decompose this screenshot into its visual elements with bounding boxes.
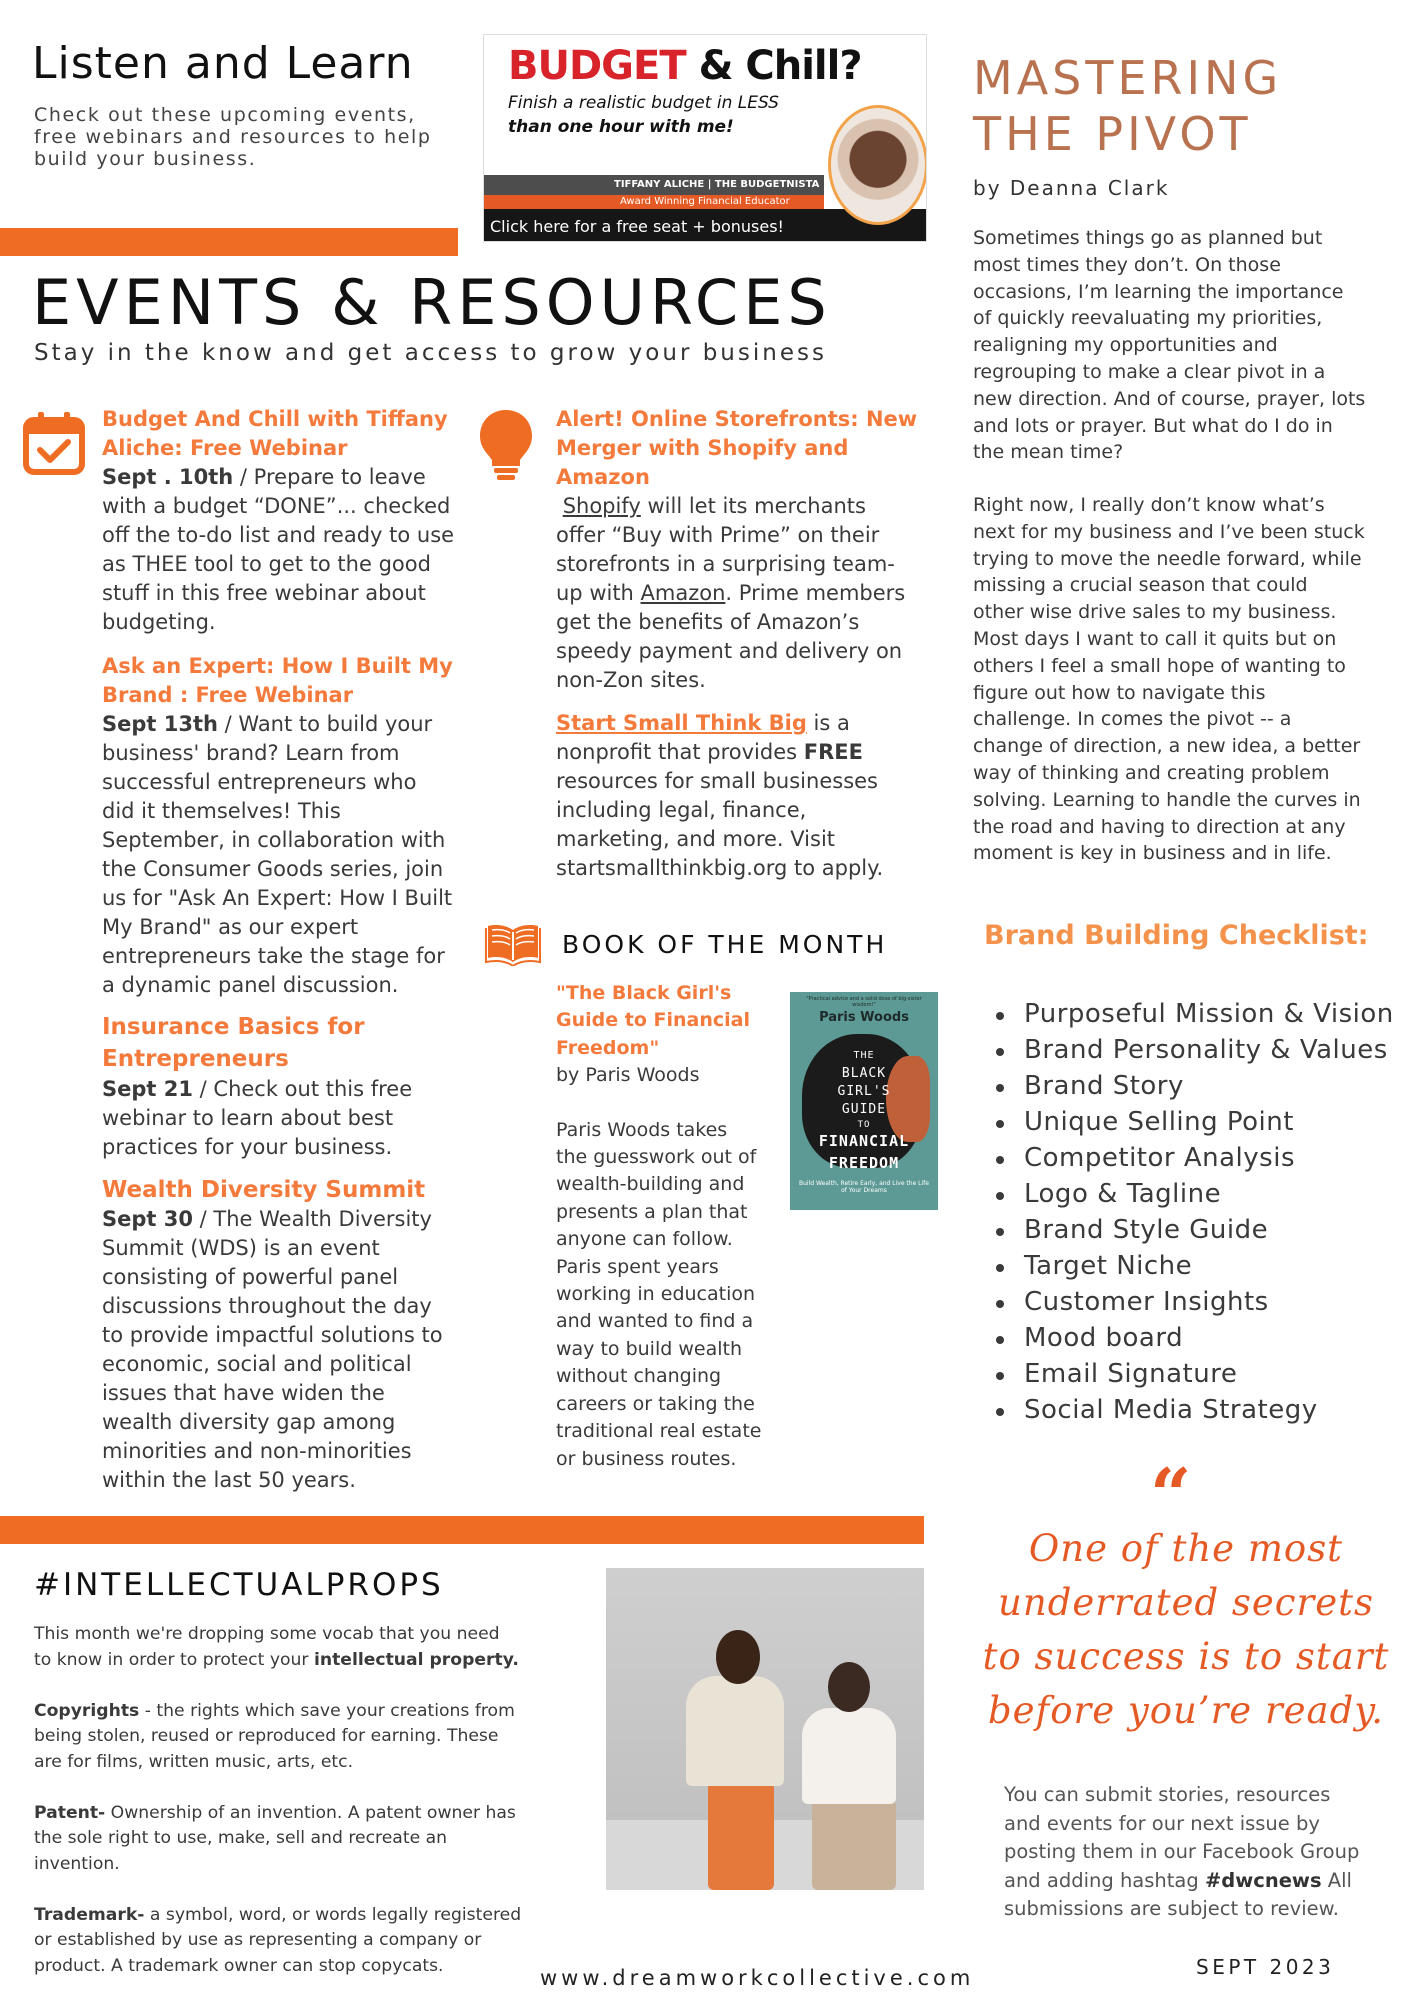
book-text: or business routes.	[556, 1447, 737, 1470]
alert-heading[interactable]: Alert! Online Storefronts: New	[556, 407, 918, 431]
event-date-line	[102, 1075, 462, 1104]
submission-note	[1004, 1781, 1404, 1924]
checklist-item	[990, 1104, 1394, 1140]
book-text: wealth-building and	[556, 1173, 745, 1196]
ad-cta-link[interactable]: Click here for a free seat + bonuses!	[490, 217, 784, 236]
event-text: discussions throughout the day	[102, 1294, 432, 1318]
ad-presenter-photo	[828, 105, 927, 225]
event-date: Sept 13th	[102, 712, 218, 736]
event-text: entrepreneurs take the stage for	[102, 944, 445, 968]
pivot-line: next for my business and I’ve been stuck	[973, 520, 1365, 543]
intellectual-props-body	[34, 1622, 594, 1979]
ip-text: being stolen, reused or reproduced for earning. These	[34, 1726, 499, 1746]
website-link[interactable]: www.dreamworkcollective.com	[540, 1966, 975, 1990]
event-heading[interactable]: Ask an Expert: How I Built My	[102, 654, 453, 678]
bullet-icon	[996, 1012, 1004, 1020]
event-text: September, in collaboration with	[102, 828, 446, 852]
bullet-icon	[996, 1372, 1004, 1380]
ad-title	[508, 43, 862, 89]
book-text: Paris Woods takes	[556, 1118, 728, 1141]
alert-line	[556, 492, 926, 521]
event-text: wealth diversity gap among	[102, 1410, 396, 1434]
pivot-line: realigning my opportunities and	[973, 334, 1278, 357]
book-text: without changing	[556, 1365, 722, 1388]
lightbulb-icon	[478, 408, 534, 482]
bullet-icon	[996, 1264, 1004, 1272]
ip-text: Ownership of an invention. A patent owner has	[105, 1802, 516, 1823]
pull-quote-line: underrated secrets	[998, 1581, 1374, 1624]
sstb-line	[556, 709, 926, 738]
events-title: EVENTS & RESOURCES	[32, 266, 832, 339]
accent-bar-middle	[0, 1516, 924, 1544]
cover-text: FINANCIAL	[818, 1132, 910, 1150]
issue-date: SEPT 2023	[1196, 1955, 1335, 1979]
sstb-text: is a	[806, 711, 850, 735]
event-date-line	[102, 463, 462, 492]
submission-line: posting them in our Facebook Group	[1004, 1840, 1360, 1864]
book-text: the guesswork out of	[556, 1146, 757, 1169]
event-date: Sept 30	[102, 1207, 193, 1231]
alert-text: non-Zon sites.	[556, 668, 706, 692]
book-text: and wanted to find a	[556, 1310, 754, 1333]
ip-text: a symbol, word, or words legally registered	[144, 1904, 522, 1925]
checklist-item	[990, 1356, 1394, 1392]
event-text: with a budget “DONE”... checked	[102, 494, 451, 518]
bullet-icon	[996, 1120, 1004, 1128]
pivot-line: missing a crucial season that could	[973, 574, 1308, 597]
submission-line: You can submit stories, resources	[1004, 1783, 1331, 1806]
photo-figure-2-head	[828, 1662, 870, 1712]
book-title-line[interactable]: "The Black Girl's	[556, 982, 732, 1004]
bullet-icon	[996, 1192, 1004, 1200]
book-text: presents a plan that	[556, 1200, 748, 1223]
checklist-item-label: Logo & Tagline	[1024, 1179, 1222, 1209]
book-title-line[interactable]: Freedom"	[556, 1036, 660, 1059]
event-heading[interactable]: Entrepreneurs	[102, 1046, 289, 1072]
event-date: Sept . 10th	[102, 465, 234, 489]
cover-text: THE	[853, 1050, 875, 1061]
submission-text: All	[1321, 1868, 1352, 1892]
checklist-item	[990, 1320, 1394, 1356]
submission-line: submissions are subject to review.	[1004, 1897, 1339, 1921]
ip-text: This month we're dropping some vocab that you need	[34, 1624, 500, 1644]
checklist-item	[990, 1392, 1394, 1428]
cover-text: GIRL'S	[837, 1084, 891, 1099]
event-insurance-basics	[102, 1011, 462, 1162]
calendar-icon	[22, 410, 86, 476]
event-budget-and-chill	[102, 405, 462, 637]
ad-line1: Finish a realistic budget in LESS	[508, 93, 779, 113]
checklist-item	[990, 1068, 1394, 1104]
alert-text: offer “Buy with Prime” on their	[556, 523, 880, 547]
open-book-icon	[484, 922, 542, 966]
listen-title: Listen and Learn	[32, 38, 414, 89]
pivot-line: new direction. And of course, prayer, lots	[973, 387, 1366, 410]
event-wealth-diversity-summit	[102, 1175, 462, 1495]
checklist-item-label: Unique Selling Point	[1024, 1107, 1294, 1137]
pivot-line: way of thinking and creating problem	[973, 761, 1330, 784]
photo-figure-1-pants	[708, 1782, 774, 1890]
start-small-think-big	[556, 709, 926, 883]
book-text: anyone can follow.	[556, 1228, 733, 1251]
submission-line: and events for our next issue by	[1004, 1811, 1320, 1835]
event-ask-an-expert	[102, 652, 462, 1000]
alert-text: storefronts in a surprising team-	[556, 552, 895, 576]
bullet-icon	[996, 1300, 1004, 1308]
event-heading[interactable]: Wealth Diversity Summit	[102, 1177, 426, 1203]
sstb-line	[556, 738, 926, 767]
events-subtitle: Stay in the know and get access to grow your business	[34, 340, 827, 366]
bullet-icon	[996, 1336, 1004, 1344]
pull-quote-line: to success is to start	[982, 1635, 1390, 1678]
checklist-item-label: Target Niche	[1024, 1251, 1193, 1281]
bullet-icon	[996, 1156, 1004, 1164]
pivot-line: the mean time?	[973, 441, 1124, 464]
two-women-photo	[606, 1568, 924, 1890]
checklist-item	[990, 996, 1394, 1032]
sstb-text: marketing, and more. Visit	[556, 827, 836, 851]
event-text: practices for your business.	[102, 1135, 393, 1159]
cover-text: BLACK	[841, 1066, 887, 1081]
book-text: Paris spent years	[556, 1255, 719, 1278]
checklist-item-label: Brand Story	[1024, 1071, 1184, 1101]
submission-text: and adding hashtag	[1004, 1868, 1205, 1892]
bullet-icon	[996, 1228, 1004, 1236]
alert-storefronts	[556, 405, 926, 695]
alert-text: . Prime members	[725, 581, 906, 605]
cover-text: FREEDOM	[828, 1154, 900, 1172]
pivot-title-line: MASTERING	[973, 51, 1283, 105]
pivot-line: trying to move the needle forward, while	[973, 547, 1362, 570]
cover-text: GUIDE	[841, 1102, 887, 1117]
checklist-item-label: Competitor Analysis	[1024, 1143, 1295, 1173]
book-text: careers or taking the	[556, 1392, 755, 1415]
sstb-text: resources for small businesses	[556, 769, 878, 793]
listen-subtitle-line: free webinars and resources to help	[34, 126, 432, 148]
pull-quote-line: One of the most	[1028, 1527, 1344, 1570]
listen-subtitle-line: Check out these upcoming events,	[34, 104, 416, 126]
event-text: a dynamic panel discussion.	[102, 973, 399, 997]
event-text: business' brand? Learn from	[102, 741, 400, 765]
intellectual-props-title: #INTELLECTUALPROPS	[34, 1567, 444, 1603]
sstb-link[interactable]: Start Small Think Big	[556, 711, 807, 735]
checklist-item	[990, 1248, 1394, 1284]
pull-quote-line: before you’re ready.	[987, 1689, 1385, 1732]
event-text: / Prepare to leave	[233, 465, 426, 489]
bullet-icon	[996, 1084, 1004, 1092]
event-text: as THEE tool to get to the good	[102, 552, 431, 576]
event-text: webinar to learn about best	[102, 1106, 394, 1130]
event-text: the Consumer Goods series, join	[102, 857, 444, 881]
event-text: us for "Ask An Expert: How I Built	[102, 886, 453, 910]
brand-checklist	[990, 996, 1394, 1428]
event-heading[interactable]: Insurance Basics for	[102, 1014, 365, 1040]
pivot-line: moment is key in business and in life.	[973, 842, 1332, 865]
pivot-line: occasions, I’m learning the importance	[973, 280, 1344, 303]
ip-text: product. A trademark owner can stop copycats.	[34, 1955, 444, 1976]
pivot-line: challenge. In comes the pivot -- a	[973, 708, 1292, 731]
checklist-item-label: Brand Personality & Values	[1024, 1035, 1388, 1065]
pull-quote	[976, 1522, 1396, 1738]
sstb-free: FREE	[803, 740, 863, 764]
event-text: did it themselves! This	[102, 799, 341, 823]
ip-line	[34, 1801, 594, 1827]
pivot-line: of quickly reevaluating my priorities,	[973, 307, 1323, 330]
book-details	[556, 980, 786, 1473]
accent-bar-top	[0, 228, 458, 256]
pivot-paragraph-1	[973, 225, 1393, 466]
event-text: economic, social and political	[102, 1352, 412, 1376]
pivot-line: most times they don’t. On those	[973, 253, 1281, 276]
listen-subtitle	[34, 104, 432, 170]
ip-text: - the rights which save your creations from	[139, 1700, 515, 1721]
alert-heading[interactable]: Merger with Shopify and Amazon	[556, 436, 849, 489]
event-heading[interactable]: Brand : Free Webinar	[102, 683, 354, 707]
ip-line	[34, 1648, 594, 1674]
event-heading[interactable]: Budget And Chill with Tiffany	[102, 407, 448, 431]
sstb-text: including legal, finance,	[556, 798, 807, 822]
photo-figure-1-jacket	[686, 1676, 784, 1786]
event-text: My Brand" as our expert	[102, 915, 359, 939]
event-text: consisting of powerful panel	[102, 1265, 399, 1289]
book-title-line[interactable]: Guide to Financial	[556, 1009, 750, 1032]
pivot-title-line: THE PIVOT	[973, 107, 1252, 161]
alert-text: up with	[556, 581, 641, 605]
hashtag[interactable]: #dwcnews	[1204, 1868, 1322, 1892]
alert-text: speedy payment and delivery on	[556, 639, 903, 663]
pivot-line: solving. Learning to handle the curves in	[973, 788, 1361, 811]
bullet-icon	[996, 1048, 1004, 1056]
event-text: stuff in this free webinar about	[102, 581, 426, 605]
ip-term-copyrights: Copyrights	[34, 1700, 140, 1721]
pivot-line: Sometimes things go as planned but	[973, 227, 1323, 249]
book-of-month-heading: BOOK OF THE MONTH	[562, 930, 888, 959]
ad-name: TIFFANY ALICHE | THE BUDGETNISTA	[614, 179, 820, 190]
event-date: Sept 21	[102, 1077, 193, 1101]
alert-text: get the benefits of Amazon’s	[556, 610, 860, 634]
photo-figure-1-head	[716, 1630, 760, 1684]
pivot-byline: by Deanna Clark	[973, 176, 1170, 200]
checklist-item-label: Social Media Strategy	[1024, 1395, 1318, 1425]
cover-text: TO	[857, 1120, 871, 1130]
book-text: traditional real estate	[556, 1420, 762, 1443]
event-date-line	[102, 1205, 462, 1234]
ad-title-black: & Chill?	[698, 43, 862, 89]
ip-text: invention.	[34, 1853, 120, 1874]
checklist-item	[990, 1212, 1394, 1248]
ad-title-red: BUDGET	[508, 43, 686, 89]
ip-line	[34, 1699, 594, 1725]
pivot-line: and lots or prayer. But what do I do in	[973, 414, 1333, 437]
checklist-item	[990, 1176, 1394, 1212]
event-text: Summit (WDS) is an event	[102, 1236, 380, 1260]
ip-text: the sole right to use, make, sell and recreate an	[34, 1828, 448, 1848]
book-text: way to build wealth	[556, 1337, 742, 1360]
photo-figure-2-skirt	[812, 1800, 896, 1890]
bullet-icon	[996, 1408, 1004, 1416]
alert-text: will let its merchants	[640, 494, 866, 518]
event-text: / Check out this free	[192, 1077, 413, 1101]
event-text: minorities and non-minorities	[102, 1439, 412, 1463]
book-author: by Paris Woods	[556, 1064, 700, 1087]
pivot-line: the road and having to direction at any	[973, 815, 1346, 838]
ad-line2: than one hour with me!	[508, 117, 734, 137]
pivot-line: change of direction, a new idea, a better	[973, 735, 1361, 758]
ip-term-patent: Patent-	[34, 1802, 106, 1823]
pivot-title	[973, 50, 1282, 162]
ad-award: Award Winning Financial Educator	[620, 196, 790, 207]
checklist-item-label: Customer Insights	[1024, 1287, 1269, 1317]
amazon-link[interactable]: Amazon	[640, 581, 726, 605]
event-text: off the to-do list and ready to use	[102, 523, 455, 547]
sstb-text: startsmallthinkbig.org to apply.	[556, 856, 884, 880]
book-cover-image[interactable]	[790, 992, 938, 1210]
pivot-paragraph-2	[973, 492, 1393, 867]
event-heading[interactable]: Aliche: Free Webinar	[102, 436, 348, 460]
event-text: / Want to build your	[217, 712, 433, 736]
checklist-item-label: Mood board	[1024, 1323, 1184, 1353]
pivot-line: Most days I want to call it quits but on	[973, 627, 1337, 650]
listen-subtitle-line: build your business.	[34, 148, 257, 170]
ip-term-trademark: Trademark-	[34, 1904, 145, 1925]
sstb-text: nonprofit that provides	[556, 740, 804, 764]
book-text: working in education	[556, 1283, 756, 1306]
photo-figure-2-blouse	[802, 1708, 896, 1804]
pivot-line: other wise drive sales to my business.	[973, 601, 1337, 624]
quote-mark-icon: “	[1150, 1452, 1192, 1537]
event-date-line	[102, 710, 462, 739]
event-text: issues that have widen the	[102, 1381, 385, 1405]
shopify-link[interactable]: Shopify	[562, 494, 641, 518]
event-text: budgeting.	[102, 610, 216, 634]
ip-line	[34, 1903, 594, 1929]
checklist-item-label: Brand Style Guide	[1024, 1215, 1269, 1245]
event-text: successful entrepreneurs who	[102, 770, 417, 794]
pivot-line: Right now, I really don’t know what’s	[973, 494, 1325, 516]
event-text: to provide impactful solutions to	[102, 1323, 443, 1347]
cover-quote: "Practical advice and a solid dose of big-sister wisdom!"	[806, 996, 922, 1008]
checklist-item-label: Email Signature	[1024, 1359, 1238, 1389]
checklist-title: Brand Building Checklist:	[984, 920, 1369, 951]
cover-author: Paris Woods	[819, 1010, 909, 1025]
pivot-line: regrouping to make a clear pivot in a	[973, 360, 1326, 383]
ip-text: to know in order to protect your	[34, 1649, 314, 1670]
checklist-item-label: Purposeful Mission & Vision	[1024, 999, 1394, 1029]
ip-text: are for films, written music, arts, etc.	[34, 1751, 354, 1772]
checklist-item	[990, 1284, 1394, 1320]
ip-text: or established by use as representing a company or	[34, 1930, 482, 1950]
pivot-line: others I feel a small hope of wanting to	[973, 654, 1346, 677]
event-text: within the last 50 years.	[102, 1468, 356, 1492]
budget-chill-ad-banner[interactable]	[483, 34, 927, 242]
submission-line	[1004, 1867, 1404, 1896]
cover-footer: Build Wealth, Retire Early, and Live the Life of Your Dreams	[799, 1180, 929, 1194]
pivot-line: figure out how to navigate this	[973, 681, 1266, 704]
ip-bold: intellectual property.	[313, 1649, 519, 1670]
checklist-item	[990, 1140, 1394, 1176]
checklist-item	[990, 1032, 1394, 1068]
alert-line	[556, 579, 926, 608]
event-text: / The Wealth Diversity	[192, 1207, 432, 1231]
